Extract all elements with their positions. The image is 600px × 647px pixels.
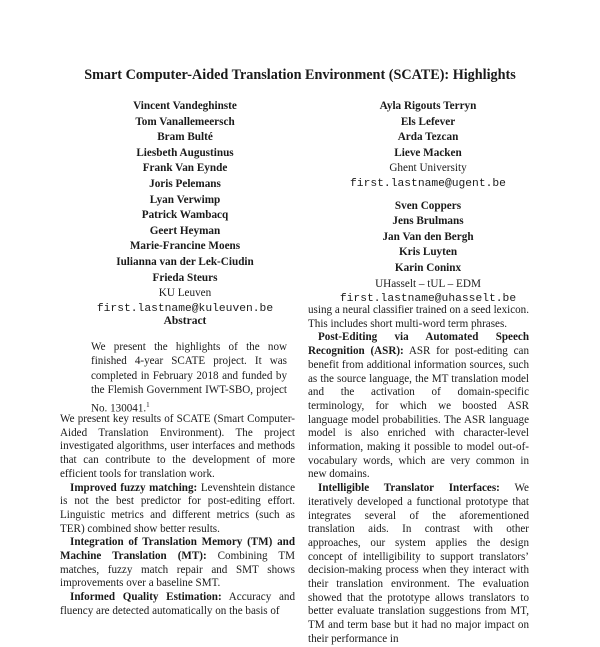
section-heading: Integration of Translation Memory (TM) and Machine Translation (MT): <box>60 536 295 563</box>
section-text: ASR for post-editing can benefit from additional information sources, such as the source language, the MT translation model and the activation of domain-specific terminology, for which we boosted ASR language model probabilities. The ASR language model is also enriched with character-level information, making it possible to model out-of-vocabulary words, which are very common in new domains. <box>308 345 529 481</box>
author-block-kuleuven <box>60 99 310 317</box>
abstract-body: We present the highlights of the now finished 4-year SCATE project. It was completed in February 2018 and funded by the Flemish Government IWT-SBO, project No. 130041. <box>91 341 287 415</box>
author-name: Patrick Wambacq <box>141 209 229 222</box>
section-paragraph <box>60 536 295 591</box>
section-heading: Post-Editing via Automated Speech Recognition (ASR): <box>308 331 529 358</box>
intro-paragraph: We present key results of SCATE (Smart Computer-Aided Translation Environment). The project investigated algorithms, user interfaces and methods that can contribute to the development of more efficient tools for translation work. <box>60 413 295 480</box>
author-name: Liesbeth Augustinus <box>136 146 234 159</box>
author-name: Frieda Steurs <box>152 271 218 284</box>
section-heading: Intelligible Translator Interfaces: <box>318 482 500 495</box>
continuation-paragraph: using a neural classifier trained on a seed lexicon. This includes short multi-word term phrases. <box>308 304 529 330</box>
affiliation: Ghent University <box>389 162 467 175</box>
section-text: Accuracy and fluency are detected automatically on the basis of <box>60 591 295 617</box>
email-address: first.lastname@kuleuven.be <box>96 302 274 315</box>
author-name: Joris Pelemans <box>149 177 221 190</box>
author-name: Lieve Macken <box>394 146 462 159</box>
author-name: Jan Van den Bergh <box>382 230 474 243</box>
author-name: Karin Coninx <box>394 261 462 274</box>
affiliation: UHasselt – tUL – EDM <box>375 277 481 290</box>
body-column-right <box>308 304 529 647</box>
author-name: Sven Coppers <box>394 199 462 212</box>
email-address: first.lastname@uhasselt.be <box>339 293 517 306</box>
author-name: Vincent Vandeghinste <box>133 100 237 112</box>
section-text: We iteratively developed a functional prototype that integrates several of the aforementioned translation aids. In contrast with other approaches, our system applies the design concept of intelligibility to support translators’ decision-making process when they interact with their translation environment. The evaluation showed that the prototype allows translators to better evaluate translation suggestions from MT, TM and term base but it had no major impact on their performance in <box>308 482 529 645</box>
body-column-left <box>60 413 295 619</box>
author-name: Geert Heyman <box>149 224 221 237</box>
footnote-mark: 1 <box>146 400 150 409</box>
author-name: Arda Tezcan <box>397 131 459 144</box>
abstract-heading: Abstract <box>163 315 207 327</box>
section-text: Levenshtein distance is not the best predictor for post-editing effort. Linguistic metrics and different metrics (such as TER) combined show better results. <box>60 481 295 535</box>
section-heading: Improved fuzzy matching: <box>70 481 198 494</box>
author-name: Ayla Rigouts Terryn <box>379 100 477 112</box>
section-text: Combining TM matches, fuzzy match repair and SMT shows improvements over a baseline SMT. <box>60 550 296 590</box>
section-paragraph <box>308 482 529 646</box>
author-name: Lyan Verwimp <box>149 193 221 206</box>
section-paragraph <box>60 591 295 618</box>
section-paragraph <box>60 482 295 537</box>
author-name: Frank Van Eynde <box>142 162 228 175</box>
author-name: Marie-Francine Moens <box>129 240 241 253</box>
author-name: Els Lefever <box>400 115 456 128</box>
section-heading: Informed Quality Estimation: <box>70 591 222 604</box>
author-block-ugent-uhasselt <box>308 99 548 308</box>
author-name: Iulianna van der Lek-Ciudin <box>116 255 254 268</box>
author-name: Bram Bulté <box>157 131 213 144</box>
author-name: Tom Vanallemeersch <box>135 115 235 128</box>
affiliation: KU Leuven <box>158 287 212 300</box>
author-name: Kris Luyten <box>398 246 458 259</box>
section-paragraph <box>308 331 529 482</box>
author-name: Jens Brulmans <box>392 215 464 228</box>
abstract-text <box>91 340 287 416</box>
email-address: first.lastname@ugent.be <box>350 177 506 190</box>
paper-title: Smart Computer-Aided Translation Environment (SCATE): Highlights <box>84 67 516 83</box>
